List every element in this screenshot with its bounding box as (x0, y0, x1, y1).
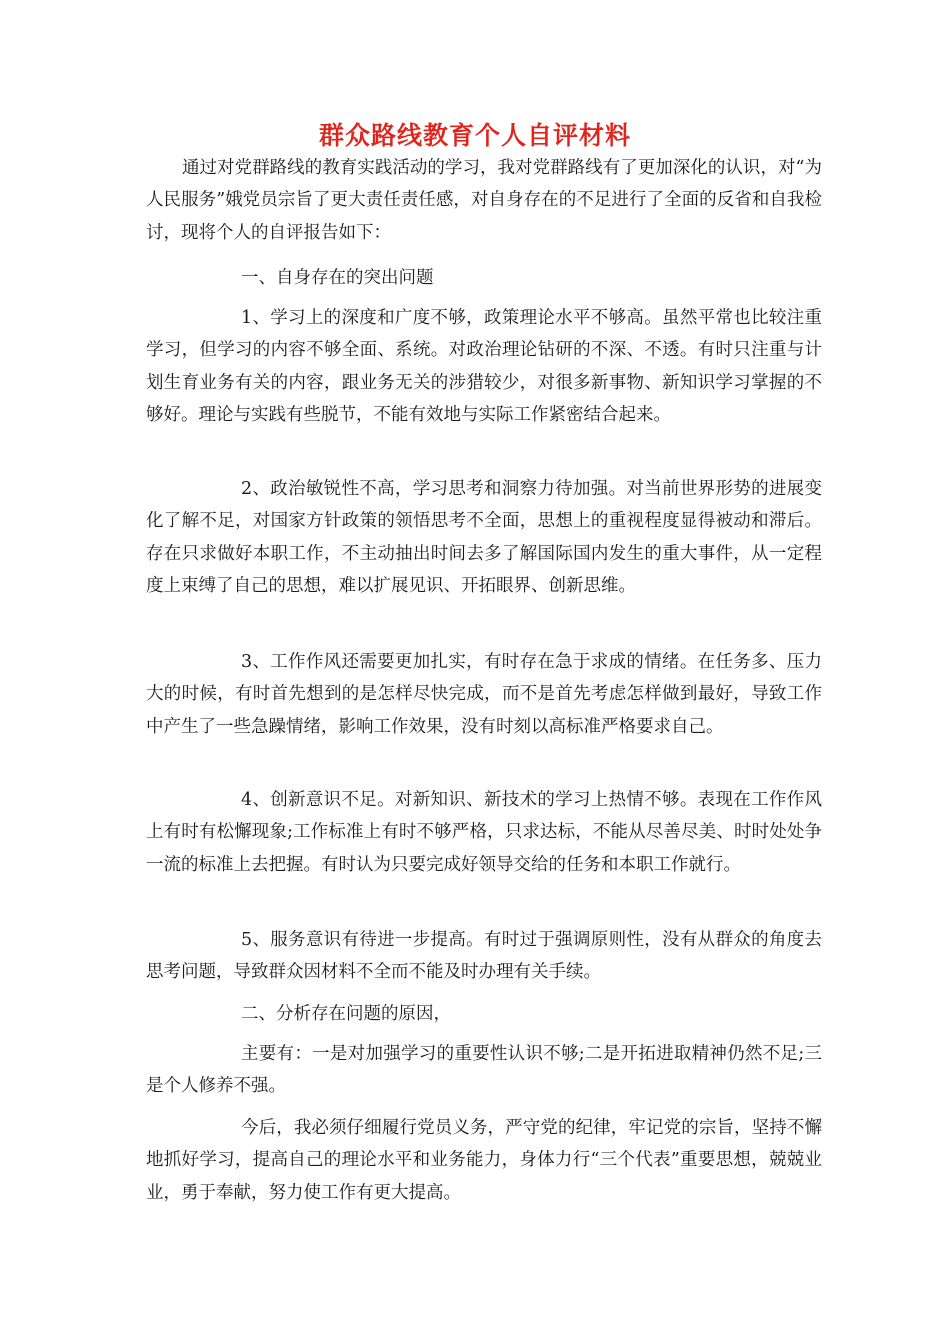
problem-paragraph-4: 4、创新意识不足。对新知识、新技术的学习上热情不够。表现在工作作风上有时有松懈现象;工作标准上有时不够严格，只求达标，不能从尽善尽美、时时处处争一流的标准上去把握。有时认为只要完成好领导交给的任务和本职工作就行。 (146, 790, 822, 875)
section-heading-problems: 一、自身存在的突出问题 (241, 268, 434, 288)
document-title: 群众路线教育个人自评材料 (318, 121, 631, 150)
intro-paragraph: 通过对党群路线的教育实践活动的学习，我对党群路线有了更加深化的认识，对“为人民服务”娥党员宗旨了更大责任责任感，对自身存在的不足进行了全面的反省和自我检讨，现将个人的自评报告如下： (146, 158, 822, 243)
problem-paragraph-2: 2、政治敏锐性不高，学习思考和洞察力待加强。对当前世界形势的进展变化了解不足，对国家方针政策的领悟思考不全面，思想上的重视程度显得被动和滞后。存在只求做好本职工作，不主动抽出时间去多了解国际国内发生的重大事件，从一定程度上束缚了自己的思想，难以扩展见识、开拓眼界、创新思维。 (146, 479, 822, 597)
problem-paragraph-1: 1、学习上的深度和广度不够，政策理论水平不够高。虽然平常也比较注重学习，但学习的内容不够全面、系统。对政治理论钻研的不深、不透。有时只注重与计划生育业务有关的内容，跟业务无关的涉猎较少，对很多新事物、新知识学习掌握的不够好。理论与实践有些脱节，不能有效地与实际工作紧密结合起来。 (146, 308, 822, 426)
section-heading-causes: 二、分析存在问题的原因， (241, 1004, 451, 1024)
closing-paragraph: 今后，我必须仔细履行党员义务，严守党的纪律，牢记党的宗旨，坚持不懈地抓好学习，提高自己的理论水平和业务能力，身体力行“三个代表”重要思想，兢兢业业，勇于奉献，努力使工作有更大提高。 (146, 1118, 822, 1203)
problem-paragraph-5: 5、服务意识有待进一步提高。有时过于强调原则性，没有从群众的角度去思考问题，导致群众因材料不全而不能及时办理有关手续。 (146, 930, 822, 983)
problem-paragraph-3: 3、工作作风还需要更加扎实，有时存在急于求成的情绪。在任务多、压力大的时候，有时首先想到的是怎样尽快完成，而不是首先考虑怎样做到最好，导致工作中产生了一些急躁情绪，影响工作效果，没有时刻以高标准严格要求自己。 (146, 652, 822, 737)
causes-paragraph: 主要有：一是对加强学习的重要性认识不够;二是开拓进取精神仍然不足;三是个人修养不强。 (146, 1044, 822, 1097)
